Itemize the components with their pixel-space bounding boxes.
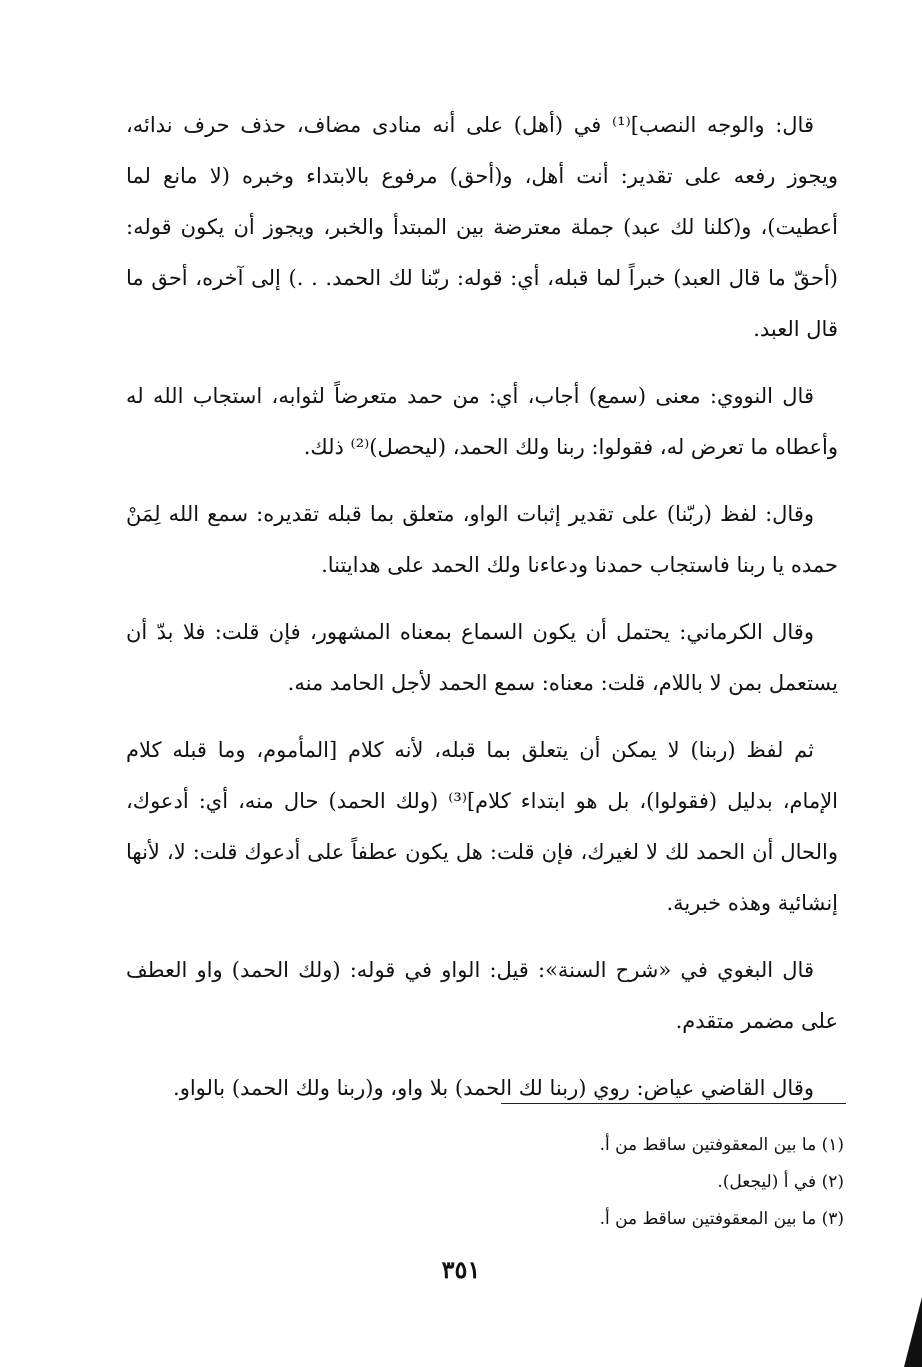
paragraph-6: قال البغوي في «شرح السنة»: قيل: الواو في قوله: (ولك الحمد) واو العطف على مضمر متقدم. <box>126 958 838 1033</box>
footnote-2: (٢) في أ (ليجعل). <box>717 1172 844 1192</box>
paragraph-2: قال النووي: معنى (سمع) أجاب، أي: من حمد متعرضاً لثوابه، استجاب الله له وأعطاه ما تعرض له، فقولوا: ربنا ولك الحمد، (ليحصل)⁽²⁾ ذلك. <box>126 384 838 459</box>
main-text <box>126 100 838 1130</box>
footnote-3: (٣) ما بين المعقوفتين ساقط من أ. <box>599 1209 844 1229</box>
footnote-1: (١) ما بين المعقوفتين ساقط من أ. <box>599 1135 844 1155</box>
paragraph-3: وقال: لفظ (ربّنا) على تقدير إثبات الواو، متعلق بما قبله تقديره: سمع الله لِمَنْ حمده يا ربنا فاستجاب حمدنا ودعاءنا ولك الحمد على هدايتنا. <box>126 502 838 577</box>
paragraph-1: قال: والوجه النصب]⁽¹⁾ في (أهل) على أنه منادى مضاف، حذف حرف ندائه، ويجوز رفعه على تقدير: أنت أهل، و(أحق) مرفوع بالابتداء وخبره (لا مانع لما أعطيت)، و(كلنا لك عبد) جملة معترضة بين المبتدأ والخبر، ويجوز أن يكون قوله: (أحقّ ما قال العبد) خبراً لما قبله، أي: قوله: ربّنا لك الحمد. . .) إلى آخره، أحق ما قال العبد. <box>126 113 838 341</box>
page-number: ٣٥١ <box>441 1255 481 1284</box>
paragraph-7: وقال القاضي عياض: روي (ربنا لك الحمد) بلا واو، و(ربنا ولك الحمد) بالواو. <box>173 1076 814 1100</box>
footnote-separator <box>501 1103 846 1104</box>
paragraph-5: ثم لفظ (ربنا) لا يمكن أن يتعلق بما قبله، لأنه كلام [المأموم، وما قبله كلام الإمام، بدليل (فقولوا)، بل هو ابتداء كلام]⁽³⁾ (ولك الحمد) حال منه، أي: أدعوك، والحال أن الحمد لك لا لغيرك، فإن قلت: هل يكون عطفاً على أدعوك قلت: لا، لأنها إنشائية وهذه خبرية. <box>126 738 838 915</box>
paragraph-4: وقال الكرماني: يحتمل أن يكون السماع بمعناه المشهور، فإن قلت: فلا بدّ أن يستعمل بمن لا باللام، قلت: معناه: سمع الحمد لأجل الحامد منه. <box>126 620 838 695</box>
footnotes <box>132 1127 844 1238</box>
scan-edge-mark <box>904 1297 922 1367</box>
